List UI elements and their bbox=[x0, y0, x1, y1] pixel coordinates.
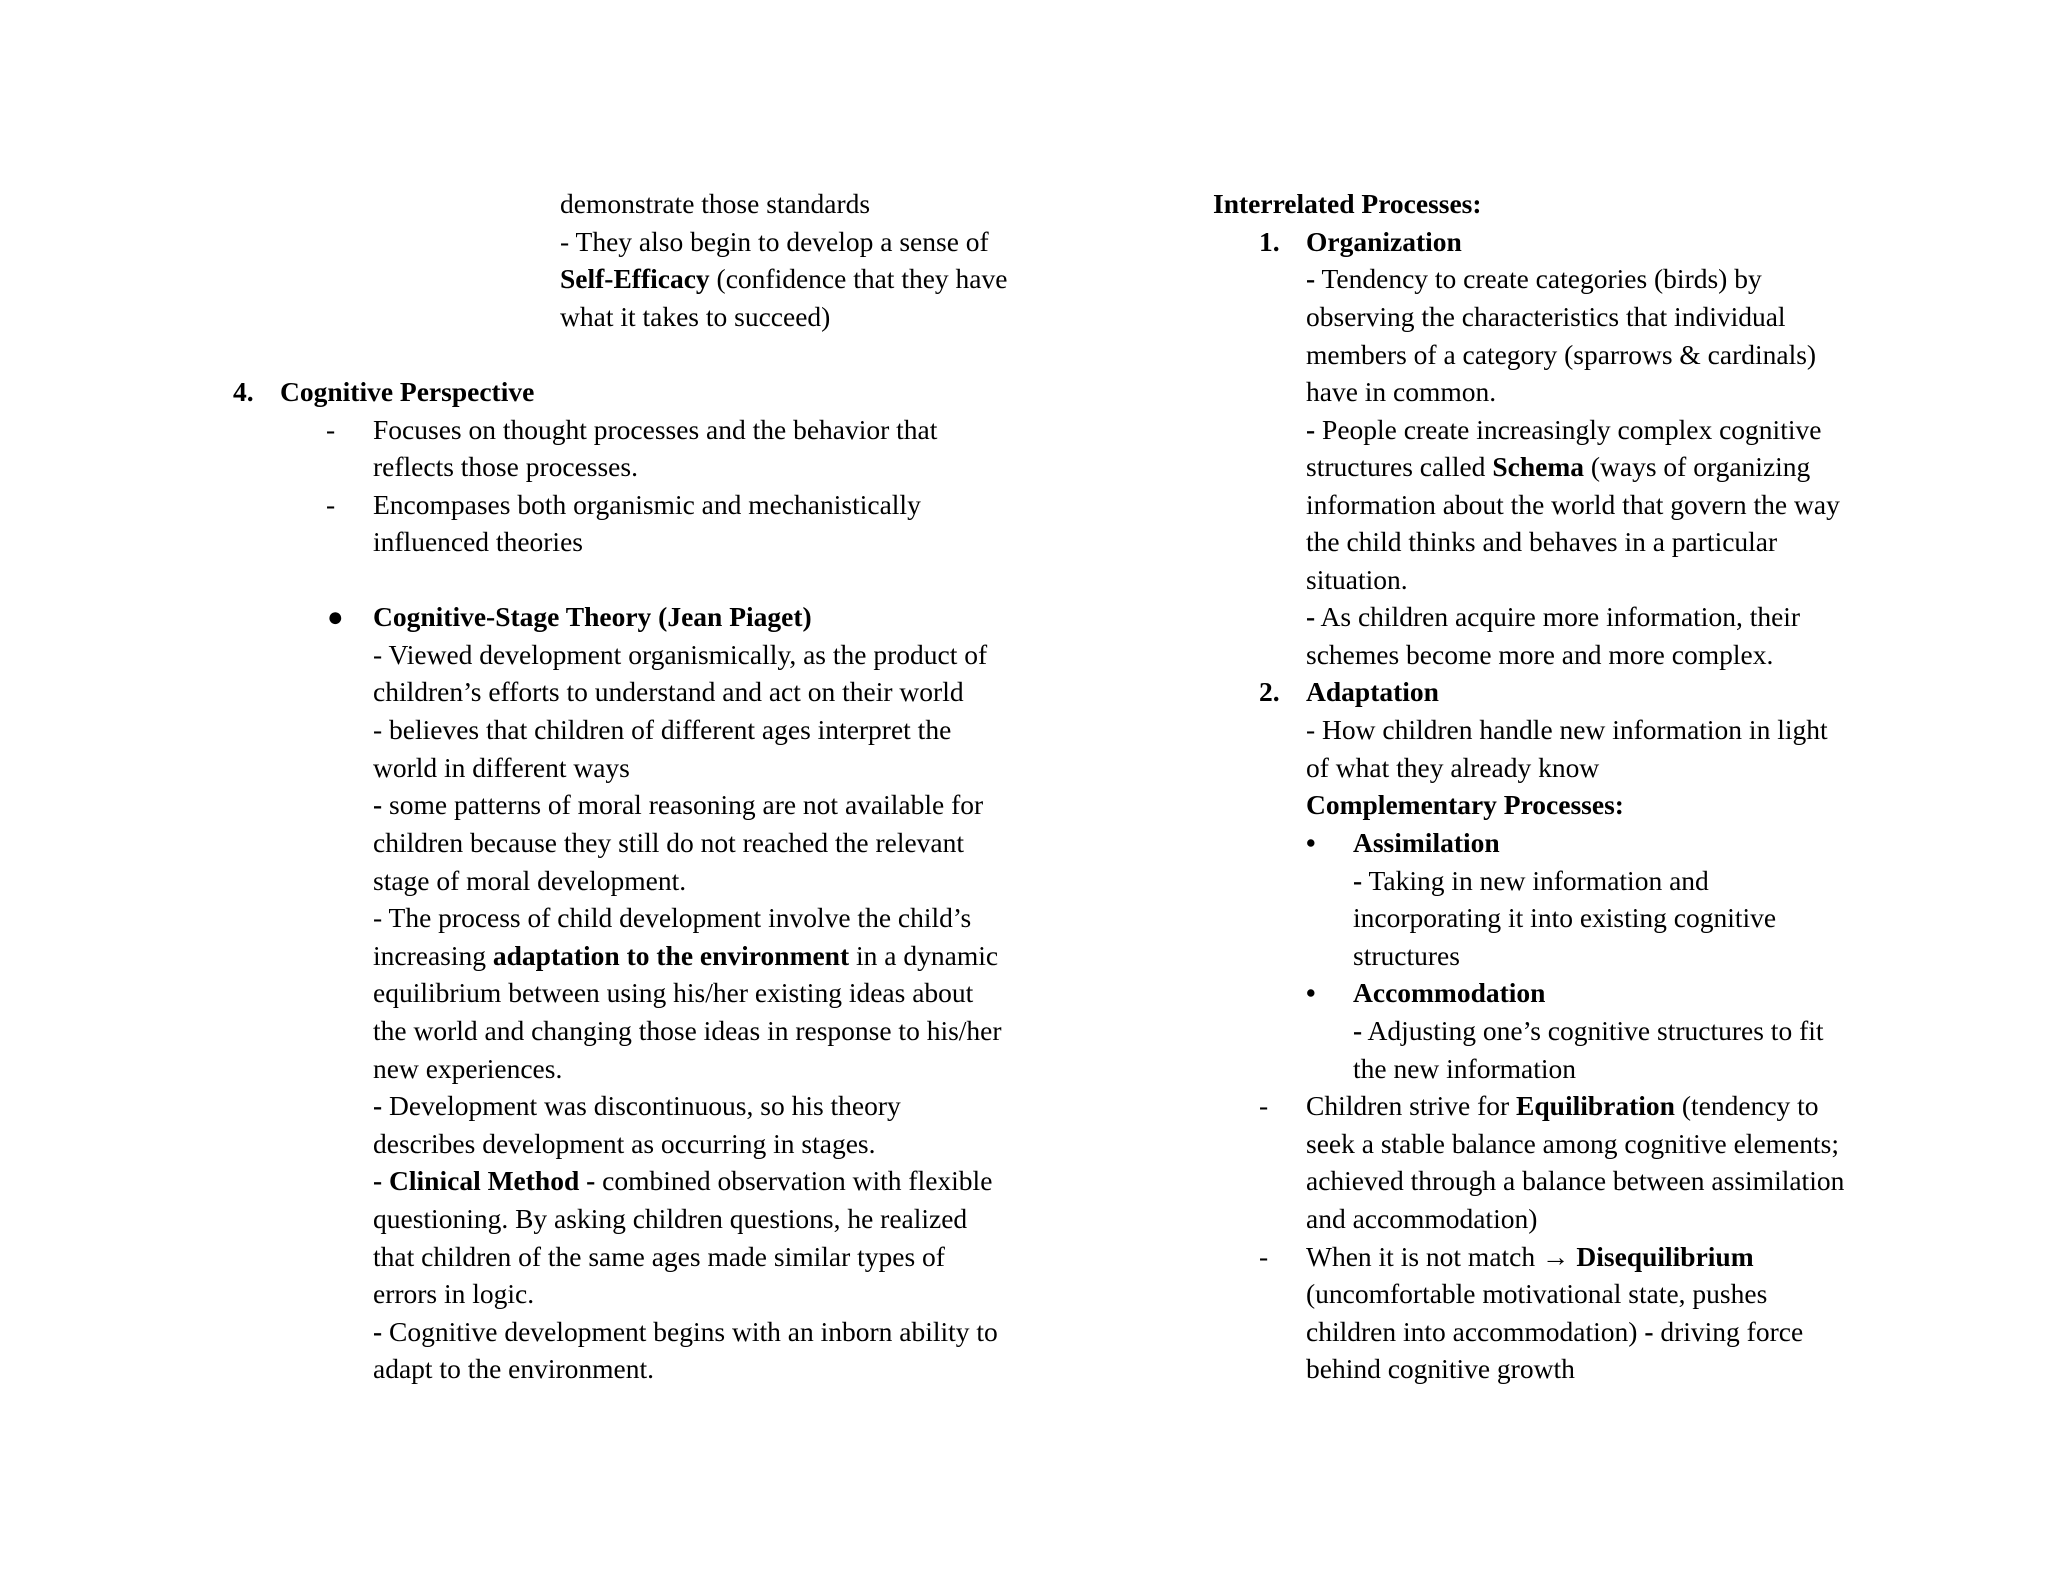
text-line: children into accommodation) - driving force bbox=[1306, 1316, 1804, 1347]
text-line: structures bbox=[1353, 940, 1460, 971]
text-line: stage of moral development. bbox=[373, 865, 687, 896]
accommodation-title: Accommodation bbox=[1353, 977, 1546, 1008]
text-line: have in common. bbox=[1306, 376, 1497, 407]
text-line: that children of the same ages made similar types of bbox=[373, 1241, 945, 1272]
text-line: - Clinical Method - combined observation with flexible bbox=[373, 1165, 993, 1196]
text-line: When it is not match → Disequilibrium bbox=[1306, 1241, 1754, 1272]
text-line: new experiences. bbox=[373, 1053, 563, 1084]
text-line: influenced theories bbox=[373, 526, 583, 557]
text-line: describes development as occurring in stages. bbox=[373, 1128, 876, 1159]
text-line: world in different ways bbox=[373, 752, 630, 783]
section-title: Cognitive Perspective bbox=[280, 376, 535, 407]
text-line: adapt to the environment. bbox=[373, 1353, 655, 1384]
text-line: Focuses on thought processes and the behavior that bbox=[373, 414, 938, 445]
bullet-marker: • bbox=[1306, 977, 1316, 1008]
text-line: - Taking in new information and bbox=[1353, 865, 1709, 896]
term-clinical-method: - Clinical Method - bbox=[373, 1165, 596, 1196]
text-line: Encompases both organismic and mechanistically bbox=[373, 489, 921, 520]
text-span: (confidence that they have bbox=[709, 263, 1008, 294]
text-line: Children strive for Equilibration (tendency to bbox=[1306, 1090, 1819, 1121]
text-line: - People create increasingly complex cognitive bbox=[1306, 414, 1822, 445]
text-line: children because they still do not reached the relevant bbox=[373, 827, 965, 858]
text-line: - The process of child development involve the child’s bbox=[373, 902, 972, 933]
text-line: - Tendency to create categories (birds) by bbox=[1306, 263, 1762, 294]
item-title: Adaptation bbox=[1306, 676, 1439, 707]
text-line: and accommodation) bbox=[1306, 1203, 1538, 1234]
text-line: what it takes to succeed) bbox=[560, 301, 831, 332]
text-line: - They also begin to develop a sense of bbox=[560, 226, 989, 257]
text-line: children’s efforts to understand and act on their world bbox=[373, 676, 964, 707]
text-line: - Development was discontinuous, so his theory bbox=[373, 1090, 901, 1121]
text-line: - Adjusting one’s cognitive structures to fit bbox=[1353, 1015, 1824, 1046]
text-line: behind cognitive growth bbox=[1306, 1353, 1575, 1384]
dash-marker: - bbox=[1259, 1241, 1269, 1272]
bullet-marker: • bbox=[1306, 827, 1316, 858]
text-line: information about the world that govern the way bbox=[1306, 489, 1840, 520]
theory-title: Cognitive-Stage Theory (Jean Piaget) bbox=[373, 601, 812, 632]
text-line: (uncomfortable motivational state, pushes bbox=[1306, 1278, 1768, 1309]
term-disequilibrium: Disequilibrium bbox=[1576, 1241, 1754, 1272]
section-number: 4. bbox=[233, 376, 254, 407]
text-line: - How children handle new information in light bbox=[1306, 714, 1828, 745]
interrelated-heading: Interrelated Processes: bbox=[1213, 188, 1482, 219]
item-title: Organization bbox=[1306, 226, 1462, 257]
dash-marker: - bbox=[1259, 1090, 1269, 1121]
item-number: 1. bbox=[1259, 226, 1280, 257]
text-line: the world and changing those ideas in response to his/her bbox=[373, 1015, 1002, 1046]
text-line bbox=[560, 260, 1007, 298]
text-line: - believes that children of different ages interpret the bbox=[373, 714, 952, 745]
text-line: - Cognitive development begins with an inborn ability to bbox=[373, 1316, 998, 1347]
bullet-marker: ● bbox=[327, 601, 344, 632]
text-line: - some patterns of moral reasoning are not available for bbox=[373, 789, 984, 820]
text-line: structures called Schema (ways of organizing bbox=[1306, 451, 1811, 482]
item-number: 2. bbox=[1259, 676, 1280, 707]
text-line: schemes become more and more complex. bbox=[1306, 639, 1774, 670]
text-line: situation. bbox=[1306, 564, 1408, 595]
text-line: observing the characteristics that individual bbox=[1306, 301, 1786, 332]
text-line: members of a category (sparrows & cardinals) bbox=[1306, 339, 1817, 370]
text-line: increasing adaptation to the environment in a dynamic bbox=[373, 940, 999, 971]
dash-marker: - bbox=[326, 414, 336, 445]
text-line: reflects those processes. bbox=[373, 451, 638, 482]
dash-marker: - bbox=[326, 489, 336, 520]
text-line: achieved through a balance between assimilation bbox=[1306, 1165, 1845, 1196]
term-adaptation: adaptation to the environment bbox=[492, 940, 850, 971]
term-equilibration: Equilibration bbox=[1516, 1090, 1675, 1121]
text-line: the new information bbox=[1353, 1053, 1576, 1084]
text-line: of what they already know bbox=[1306, 752, 1600, 783]
term-self-efficacy: Self-Efficacy bbox=[560, 263, 710, 294]
text-line: the child thinks and behaves in a particular bbox=[1306, 526, 1778, 557]
term-schema: Schema bbox=[1492, 451, 1584, 482]
complementary-heading: Complementary Processes: bbox=[1306, 789, 1624, 820]
text-line: incorporating it into existing cognitive bbox=[1353, 902, 1777, 933]
text-line: errors in logic. bbox=[373, 1278, 535, 1309]
assimilation-title: Assimilation bbox=[1353, 827, 1500, 858]
text-line: - Viewed development organismically, as the product of bbox=[373, 639, 988, 670]
text-line: equilibrium between using his/her existing ideas about bbox=[373, 977, 974, 1008]
text-line: questioning. By asking children questions, he realized bbox=[373, 1203, 968, 1234]
text-line: - As children acquire more information, their bbox=[1306, 601, 1801, 632]
text-line: seek a stable balance among cognitive elements; bbox=[1306, 1128, 1839, 1159]
text-line: demonstrate those standards bbox=[560, 188, 871, 219]
